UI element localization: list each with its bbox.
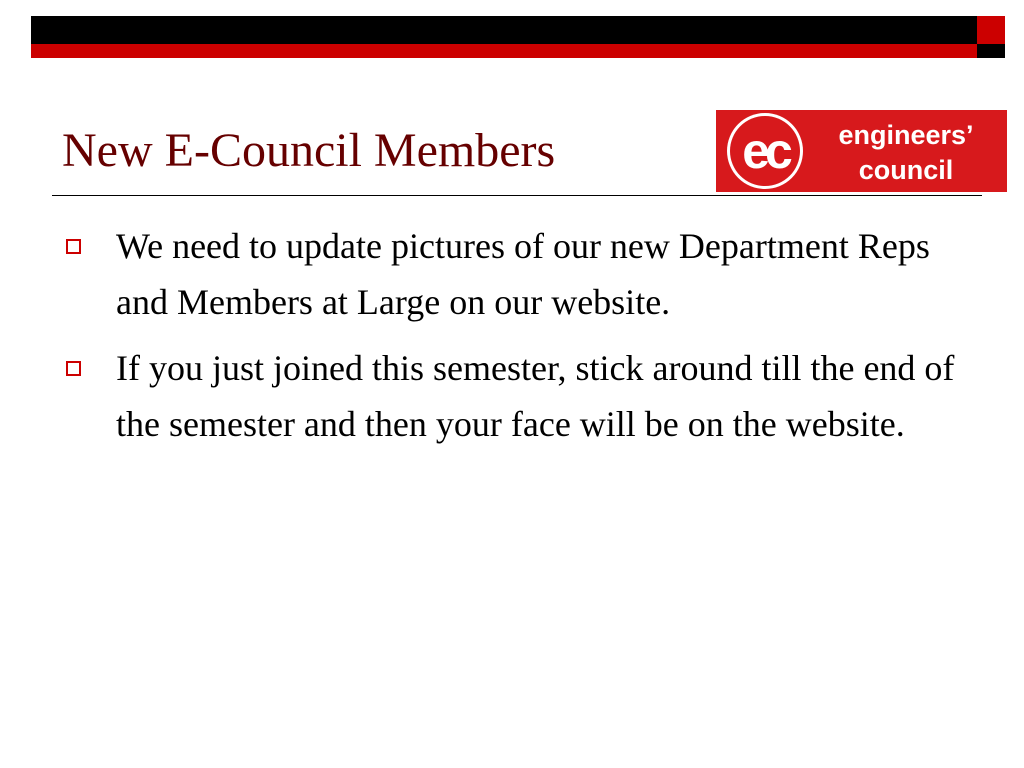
bullet-item: [62, 218, 962, 330]
hollow-square-bullet-icon: [66, 239, 81, 254]
corner-square-black: [977, 44, 1005, 58]
slide-body: [62, 218, 962, 462]
bullet-text: We need to update pictures of our new Department Reps and Members at Large on our website.: [116, 226, 930, 322]
engineers-council-logo: [716, 110, 1007, 192]
title-divider: [52, 195, 982, 196]
bullet-text: If you just joined this semester, stick around till the end of the semester and then your face will be on the website.: [116, 348, 955, 444]
logo-graphic: [716, 110, 1007, 192]
logo-line-1: engineers’: [838, 120, 974, 150]
hollow-square-bullet-icon: [66, 361, 81, 376]
top-bar-black: [31, 16, 977, 44]
logo-mark: ec: [742, 123, 788, 179]
bullet-item: [62, 340, 962, 452]
logo-line-2: council: [858, 155, 954, 185]
top-bar-red: [31, 44, 977, 58]
slide-title: New E-Council Members: [62, 124, 556, 177]
corner-square-red: [977, 16, 1005, 44]
